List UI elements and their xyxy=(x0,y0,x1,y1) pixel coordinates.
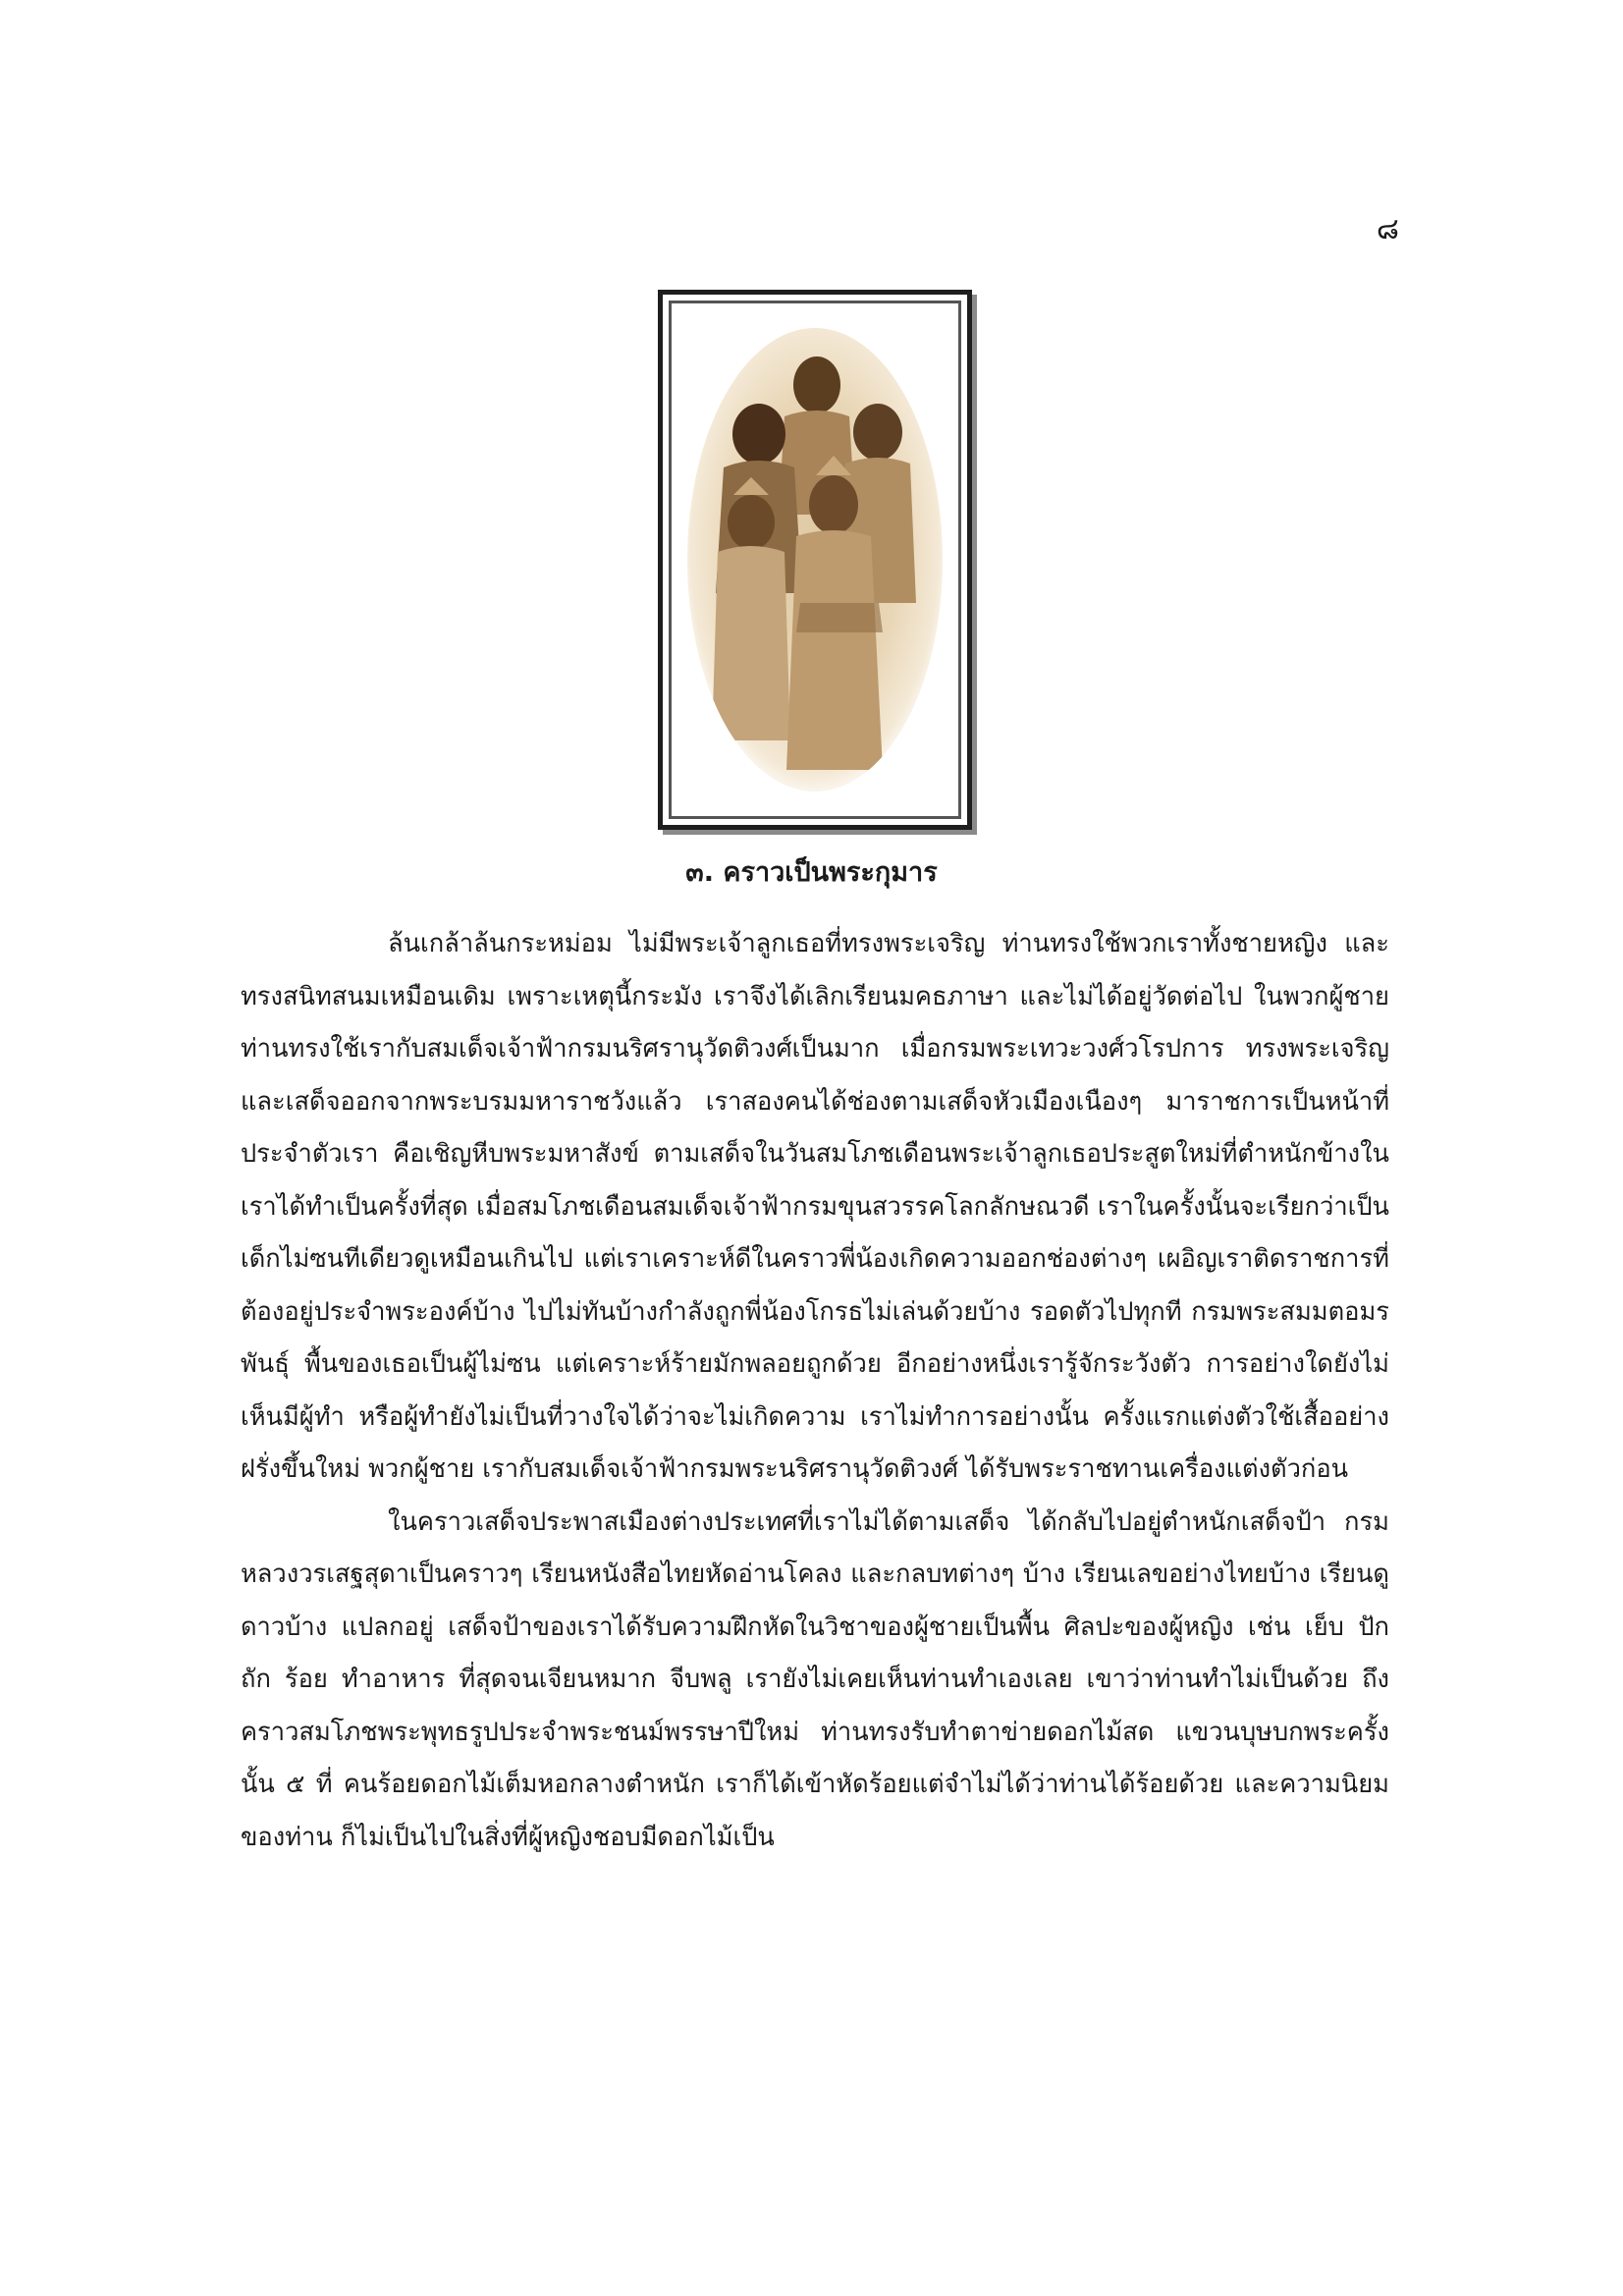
figure-caption: ๓. คราวเป็นพระกุมาร xyxy=(685,857,938,888)
paragraph-1: ล้นเกล้าล้นกระหม่อม ไม่มีพระเจ้าลูกเธอที่ทรงพระเจริญ ท่านทรงใช้พวกเราทั้งชายหญิง และทรงสนิทสนมเหมือนเดิม เพราะเหตุนี้กระมัง เราจึงได้เลิกเรียนมคธภาษา และไม่ได้อยู่วัดต่อไป ในพวกผู้ชาย ท่านทรงใช้เรากับสมเด็จเจ้าฟ้ากรมนริศรานุวัดติวงศ์เป็นมาก เมื่อกรมพระเทวะวงศ์วโรปการ ทรงพระเจริญและเสด็จออกจากพระบรมมหาราชวังแล้ว เราสองคนได้ช่องตามเสด็จหัวเมืองเนืองๆ มาราชการเป็นหน้าที่ประจำตัวเรา คือเชิญหีบพระมหาสังข์ ตามเสด็จในวันสมโภชเดือนพระเจ้าลูกเธอประสูตใหม่ที่ตำหนักข้างใน เราได้ทำเป็นครั้งที่สุด เมื่อสมโภชเดือนสมเด็จเจ้าฟ้ากรมขุนสวรรคโลกลักษณวดี เราในครั้งนั้นจะเรียกว่าเป็นเด็กไม่ซนทีเดียวดูเหมือนเกินไป แต่เราเคราะห์ดีในคราวพี่น้องเกิดความออกช่องต่างๆ เผอิญเราติดราชการที่ต้องอยู่ประจำพระองค์บ้าง ไปไม่ทันบ้างกำลังถูกพี่น้องโกรธไม่เล่นด้วยบ้าง รอดตัวไปทุกที กรมพระสมมตอมรพันธุ์ พื้นของเธอเป็นผู้ไม่ซน แต่เคราะห์ร้ายมักพลอยถูกด้วย อีกอย่างหนึ่งเรารู้จักระวังตัว การอย่างใดยังไม่เห็นมีผู้ทำ หรือผู้ทำยังไม่เป็นที่วางใจได้ว่าจะไม่เกิดความ เราไม่ทำการอย่างนั้น ครั้งแรกแต่งตัวใช้เสื้ออย่างฝรั่งขึ้นใหม่ พวกผู้ชาย เรากับสมเด็จเจ้าฟ้ากรมพระนริศรานุวัดติวงศ์ ได้รับพระราชทานเครื่องแต่งตัวก่อน xyxy=(241,929,1389,1484)
photo-frame xyxy=(658,290,972,830)
page-number: ๘ xyxy=(1376,212,1399,246)
paragraph-2: ในคราวเสด็จประพาสเมืองต่างประเทศที่เราไม่ได้ตามเสด็จ ได้กลับไปอยู่ตำหนักเสด็จป้า กรมหลวงวรเสฐสุดาเป็นคราวๆ เรียนหนังสือไทยหัดอ่านโคลง และกลบทต่างๆ บ้าง เรียนเลขอย่างไทยบ้าง เรียนดูดาวบ้าง แปลกอยู่ เสด็จป้าของเราได้รับความฝึกหัดในวิชาของผู้ชายเป็นพื้น ศิลปะของผู้หญิง เช่น เย็บ ปัก ถัก ร้อย ทำอาหาร ที่สุดจนเจียนหมาก จีบพลู เรายังไม่เคยเห็นท่านทำเองเลย เขาว่าท่านทำไม่เป็นด้วย ถึงคราวสมโภชพระพุทธรูปประจำพระชนม์พรรษาปีใหม่ ท่านทรงรับทำตาข่ายดอกไม้สด แขวนบุษบกพระครั้งนั้น ๕ ที่ คนร้อยดอกไม้เต็มหอกลางตำหนัก เราก็ได้เข้าหัดร้อยแต่จำไม่ได้ว่าท่านได้ร้อยด้วย และความนิยมของท่าน ก็ไม่เป็นไปในสิ่งที่ผู้หญิงชอบมีดอกไม้เป็น xyxy=(241,1506,1389,1852)
portrait-photo xyxy=(676,308,953,811)
body-text xyxy=(241,918,1389,1864)
